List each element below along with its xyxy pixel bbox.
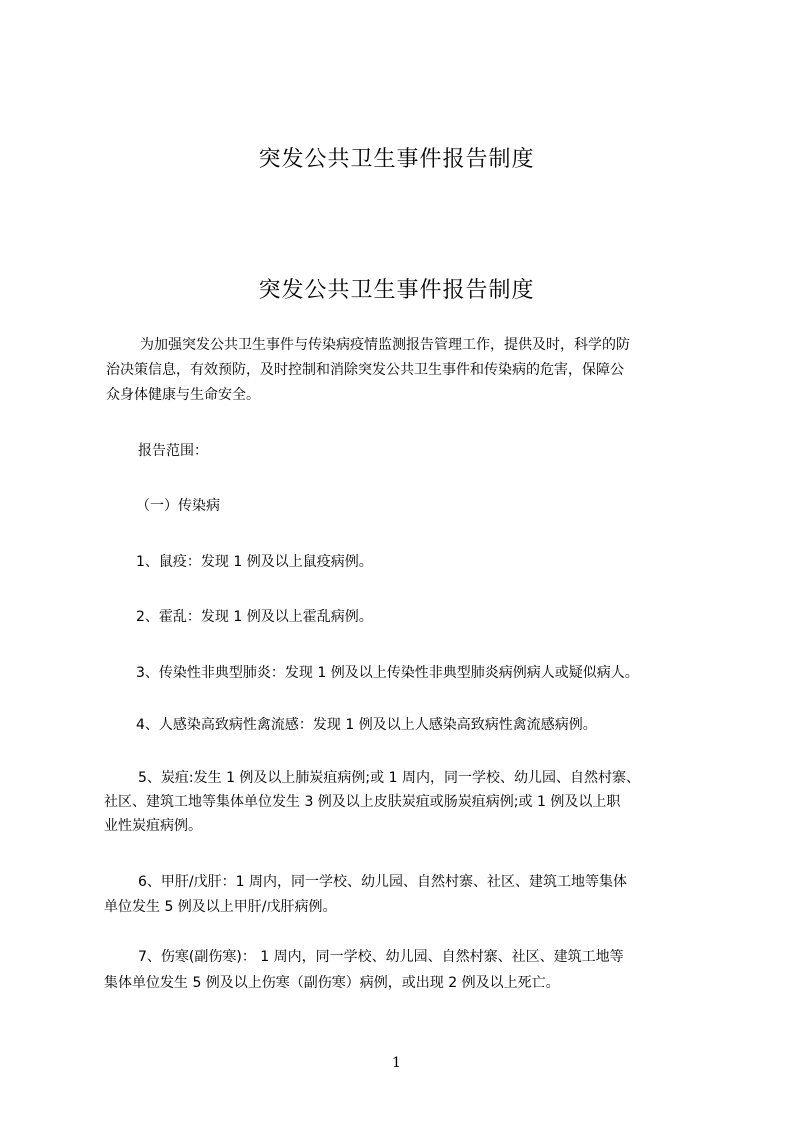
intro-line-2: 治决策信息，有效预防，及时控制和消除突发公共卫生事件和传染病的危害，保障公 (106, 362, 624, 378)
page-number: 1 (392, 1055, 401, 1071)
list-item: 1、鼠疫：发现 1 例及以上鼠疫病例。 (136, 554, 373, 570)
item5-line-1: 5、炭疽:发生 1 例及以上肺炭疽病例;或 1 周内，同一学校、幼儿园、自然村寨、 (138, 770, 640, 786)
intro-line-3: 众身体健康与生命安全。 (106, 387, 260, 403)
scope-label: 报告范围： (138, 443, 208, 459)
item7-line-2: 集体单位发生 5 例及以上伤寒（副伤寒）病例，或出现 2 例及以上死亡。 (104, 975, 560, 991)
list-item: 4、人感染高致病性禽流感：发现 1 例及以上人感染高致病性禽流感病例。 (136, 717, 597, 733)
item5-line-2: 社区、建筑工地等集体单位发生 3 例及以上皮肤炭疽或肠炭疽病例;或 1 例及以上职 (104, 794, 621, 810)
list-item: 2、霍乱：发现 1 例及以上霍乱病例。 (136, 609, 373, 625)
section-heading: （一）传染病 (136, 498, 220, 514)
list-item: 3、传染性非典型肺炎：发现 1 例及以上传染性非典型肺炎病例病人或疑似病人。 (136, 665, 639, 681)
item6-line-2: 单位发生 5 例及以上甲肝/戊肝病例。 (104, 899, 337, 915)
intro-line-1: 为加强突发公共卫生事件与传染病疫情监测报告管理工作，提供及时，科学的防 (140, 337, 630, 353)
item7-line-1: 7、伤寒(副伤寒)： 1 周内，同一学校、幼儿园、自然村寨、社区、建筑工地等 (138, 949, 624, 965)
item6-line-1: 6、甲肝/戊肝：1 周内，同一学校、幼儿园、自然村寨、社区、建筑工地等集体 (138, 874, 627, 890)
item5-line-3: 业性炭疽病例。 (104, 818, 202, 834)
header-title: 突发公共卫生事件报告制度 (258, 147, 535, 172)
document-title: 突发公共卫生事件报告制度 (258, 278, 535, 303)
